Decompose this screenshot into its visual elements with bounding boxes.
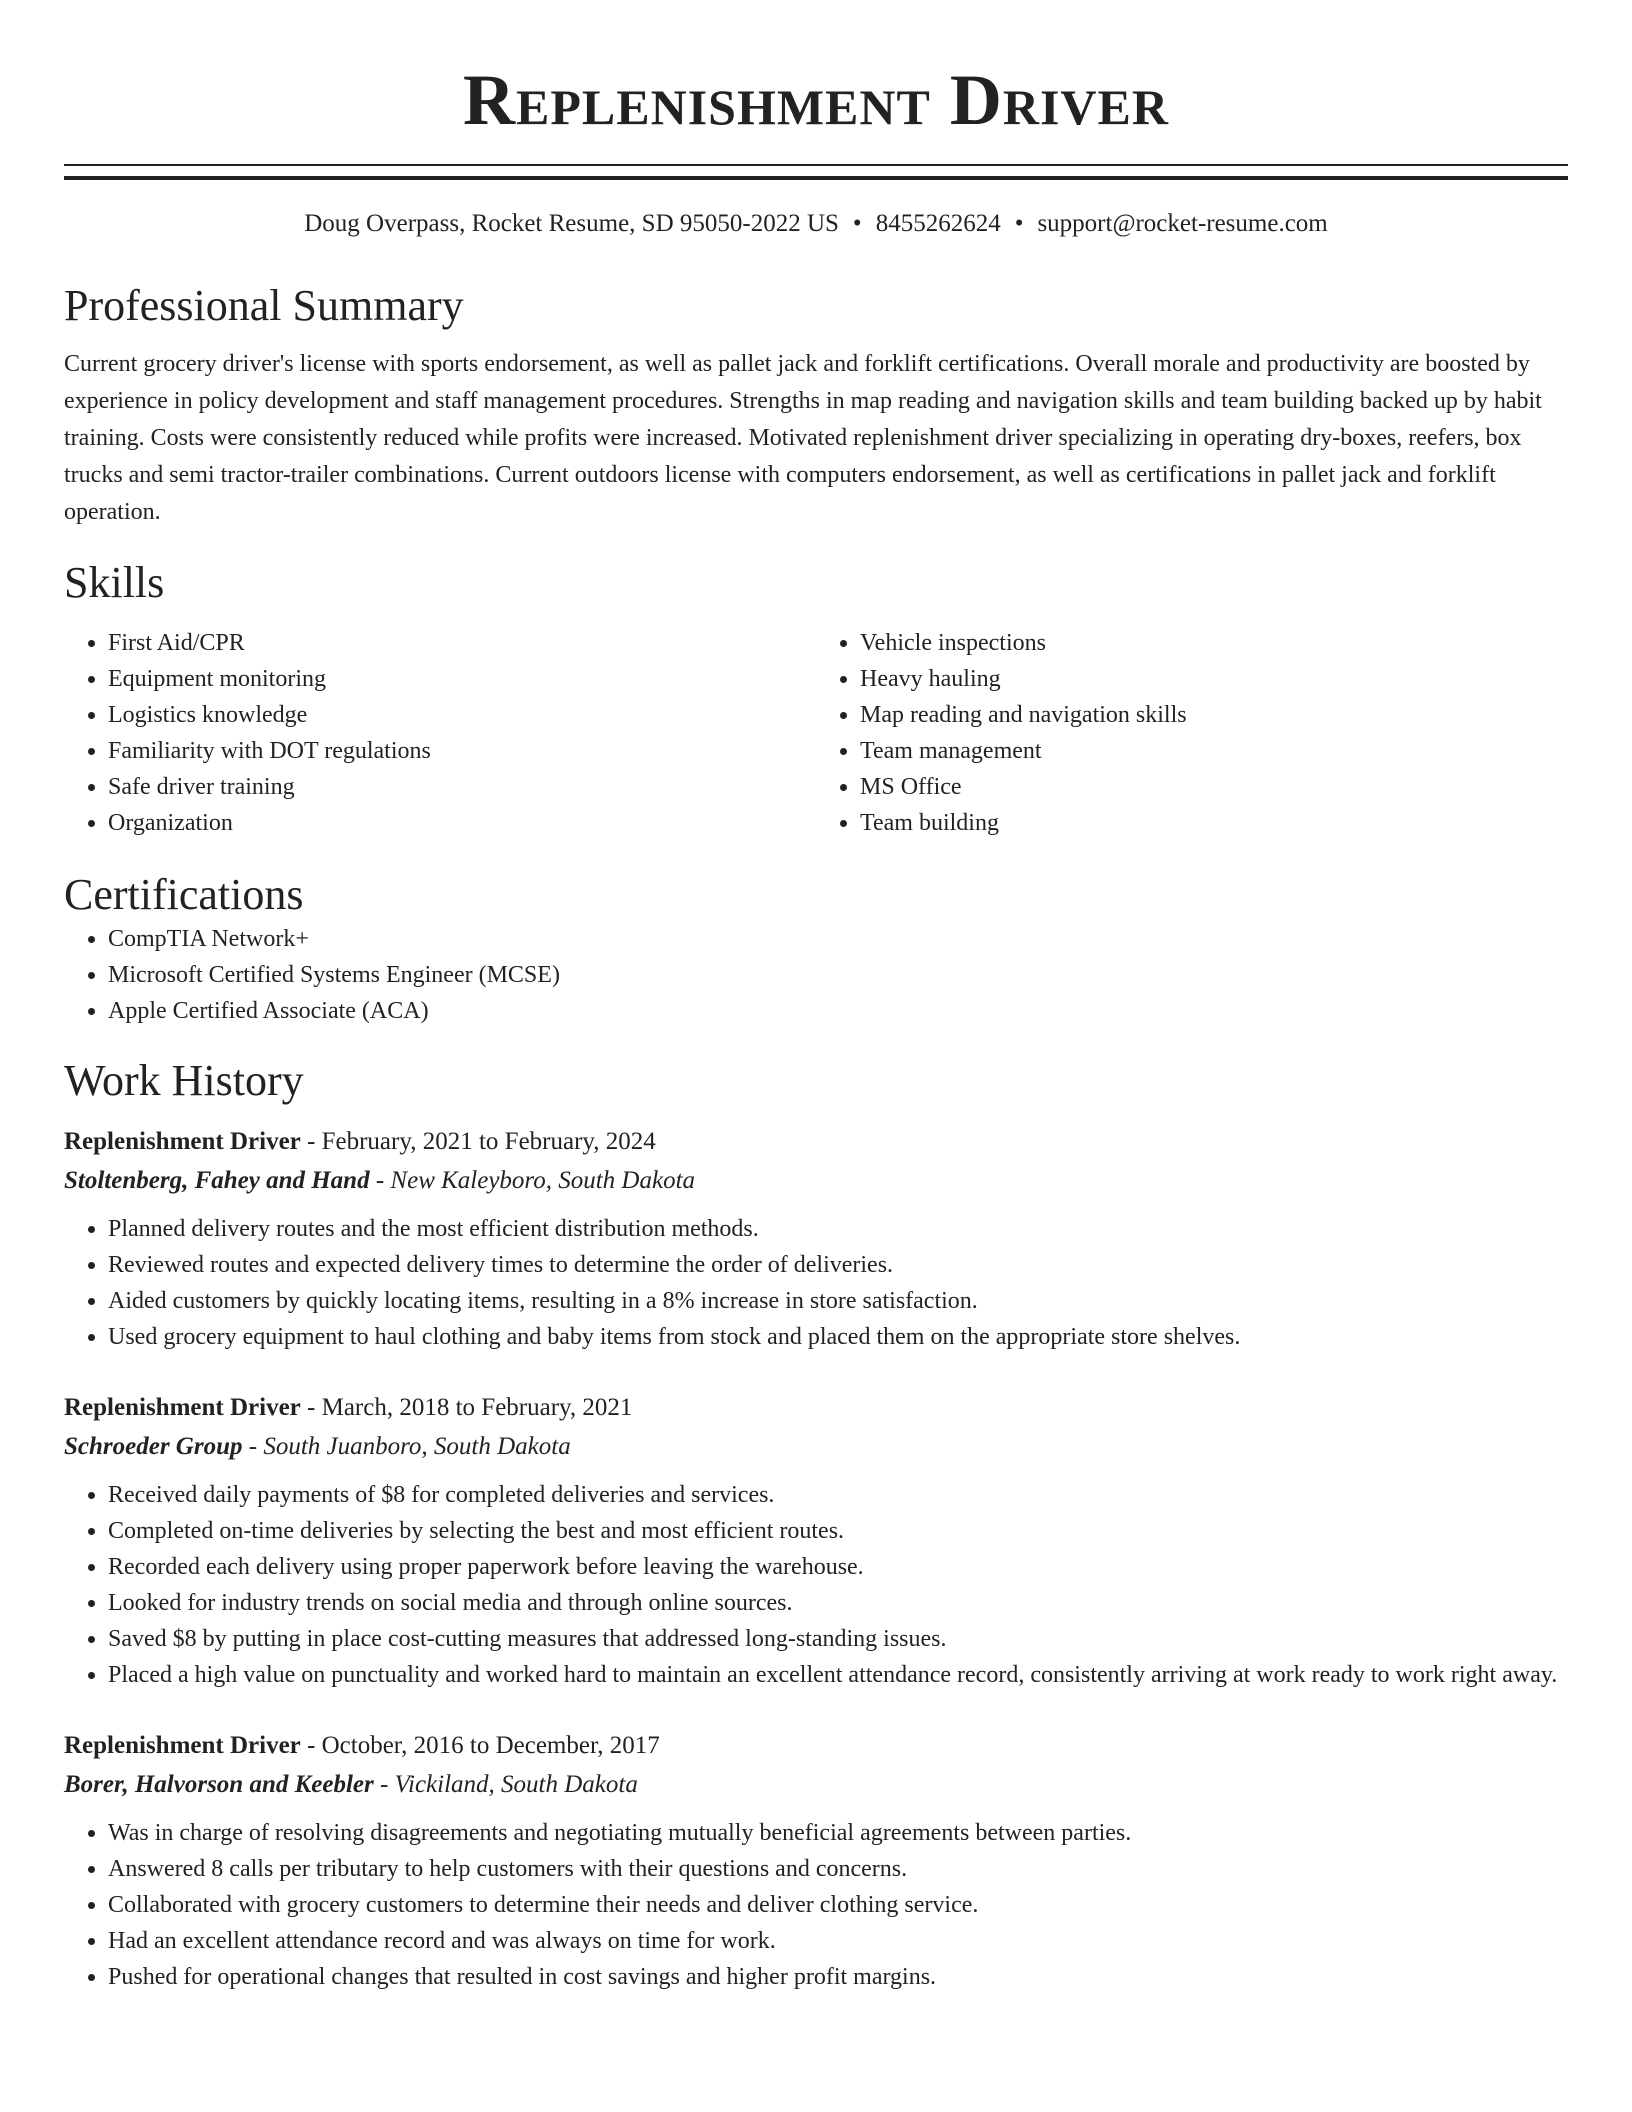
job-entry [64, 1123, 1568, 1355]
job-title: Replenishment Driver [64, 1394, 301, 1421]
job-dash: - [242, 1433, 264, 1460]
job-title: Replenishment Driver [64, 1128, 301, 1155]
job-duty-item: • Had an excellent attendance record and was always on time for work. [108, 1923, 1568, 1959]
job-duty-item: • Was in charge of resolving disagreements and negotiating mutually beneficial agreements between parties. [108, 1815, 1568, 1851]
skill-item: • Safe driver training [108, 769, 816, 805]
job-duty-item: • Planned delivery routes and the most efficient distribution methods. [108, 1211, 1568, 1247]
skill-item: • Organization [108, 805, 816, 841]
resume-page [64, 0, 1568, 1995]
skill-item: • First Aid/CPR [108, 625, 816, 661]
job-location: South Juanboro, South Dakota [263, 1433, 571, 1460]
job-header [64, 1123, 1568, 1161]
skill-item: • Vehicle inspections [860, 625, 1568, 661]
job-duty-item: • Used grocery equipment to haul clothing and baby items from stock and placed them on the appropriate store shelves. [108, 1319, 1568, 1355]
skill-item: • MS Office [860, 769, 1568, 805]
contact-line [64, 208, 1568, 240]
job-duty-item: • Saved $8 by putting in place cost-cutting measures that addressed long-standing issues. [108, 1621, 1568, 1657]
title-divider [64, 164, 1568, 180]
skills-list-right [816, 625, 1568, 841]
job-duty-item: • Received daily payments of $8 for completed deliveries and services. [108, 1477, 1568, 1513]
contact-email: support@rocket-resume.com [1037, 210, 1328, 237]
job-dash: - [300, 1394, 322, 1421]
job-dash: - [300, 1732, 322, 1759]
summary-text: Current grocery driver's license with sports endorsement, as well as pallet jack and forklift certifications. Overall morale and productivity are boosted by experience in policy development and staff management procedures. Strengths in map reading and navigation skills and team building backed up by habit training. Costs were consistently reduced while profits were increased. Motivated replenishment driver specializing in operating dry-boxes, reefers, box trucks and semi tractor-trailer combinations. Current outdoors license with computers endorsement, as well as certifications in pallet jack and forklift operation. [64, 351, 1542, 525]
job-company: Borer, Halvorson and Keebler [64, 1771, 374, 1798]
summary-heading: Professional Summary [64, 281, 464, 330]
job-duty-item: • Recorded each delivery using proper paperwork before leaving the warehouse. [108, 1549, 1568, 1585]
job-dates: February, 2021 to February, 2024 [321, 1128, 656, 1155]
job-duty-item: • Placed a high value on punctuality and worked hard to maintain an excellent attendance record, consistently arriving at work ready to work right away. [108, 1657, 1568, 1693]
job-duty-item: • Answered 8 calls per tributary to help customers with their questions and concerns. [108, 1851, 1568, 1887]
job-entry [64, 1727, 1568, 1995]
job-dates: October, 2016 to December, 2017 [321, 1732, 660, 1759]
job-company-line [64, 1765, 1568, 1805]
certification-item: • Apple Certified Associate (ACA) [108, 993, 1568, 1029]
certification-item: • Microsoft Certified Systems Engineer (MCSE) [108, 957, 1568, 993]
job-company-line [64, 1427, 1568, 1467]
job-company-line [64, 1161, 1568, 1201]
job-duty-item: • Reviewed routes and expected delivery times to determine the order of deliveries. [108, 1247, 1568, 1283]
skills-heading: Skills [64, 558, 165, 607]
job-header [64, 1727, 1568, 1765]
contact-separator: • [1014, 210, 1024, 237]
skill-item: • Equipment monitoring [108, 661, 816, 697]
job-location: Vickiland, South Dakota [394, 1771, 638, 1798]
job-company: Schroeder Group [64, 1433, 243, 1460]
certifications-heading: Certifications [64, 870, 304, 919]
work-history-heading: Work History [64, 1056, 304, 1105]
skill-item: • Map reading and navigation skills [860, 697, 1568, 733]
resume-title: Replenishment Driver [463, 60, 1169, 140]
certifications-list [64, 921, 1568, 1029]
skill-item: • Team building [860, 805, 1568, 841]
job-dates: March, 2018 to February, 2021 [321, 1394, 633, 1421]
job-duties-list [64, 1815, 1568, 1995]
job-duties-list [64, 1211, 1568, 1355]
job-duty-item: • Looked for industry trends on social media and through online sources. [108, 1585, 1568, 1621]
contact-separator: • [852, 210, 862, 237]
job-title: Replenishment Driver [64, 1732, 301, 1759]
job-duty-item: • Completed on-time deliveries by selecting the best and most efficient routes. [108, 1513, 1568, 1549]
contact-phone: 8455262624 [875, 210, 1001, 237]
job-duty-item: • Pushed for operational changes that resulted in cost savings and higher profit margins. [108, 1959, 1568, 1995]
job-dash: - [369, 1167, 391, 1194]
job-header [64, 1389, 1568, 1427]
job-duties-list [64, 1477, 1568, 1693]
skill-item: • Heavy hauling [860, 661, 1568, 697]
skills-list-left [64, 625, 816, 841]
skill-item: • Team management [860, 733, 1568, 769]
skill-item: • Familiarity with DOT regulations [108, 733, 816, 769]
job-dash: - [300, 1128, 322, 1155]
job-company: Stoltenberg, Fahey and Hand [64, 1167, 370, 1194]
job-location: New Kaleyboro, South Dakota [390, 1167, 696, 1194]
job-entry [64, 1389, 1568, 1693]
job-duty-item: • Aided customers by quickly locating items, resulting in a 8% increase in store satisfaction. [108, 1283, 1568, 1319]
contact-address: Doug Overpass, Rocket Resume, SD 95050-2022 US [304, 210, 839, 237]
job-dash: - [373, 1771, 395, 1798]
job-duty-item: • Collaborated with grocery customers to determine their needs and deliver clothing service. [108, 1887, 1568, 1923]
skills-columns [64, 625, 1568, 841]
skill-item: • Logistics knowledge [108, 697, 816, 733]
certification-item: • CompTIA Network+ [108, 921, 1568, 957]
